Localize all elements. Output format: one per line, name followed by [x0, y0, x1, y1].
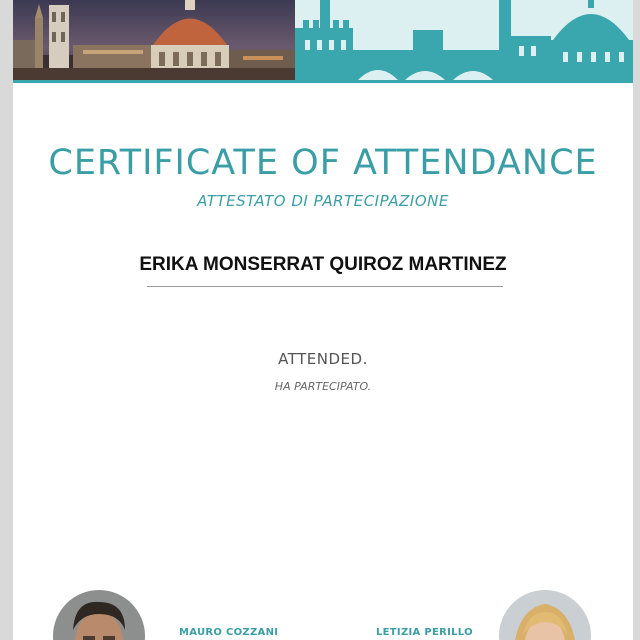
- recipient-name: ERIKA MONSERRAT QUIROZ MARTINEZ: [139, 254, 507, 275]
- banner-divider: [13, 80, 633, 83]
- attended-label: ATTENDED.: [278, 350, 368, 368]
- attended-label-italian: HA PARTECIPATO.: [274, 380, 372, 393]
- name-underline: [147, 286, 503, 287]
- florence-banner: [13, 0, 633, 80]
- certificate-title: CERTIFICATE OF ATTENDANCE: [48, 143, 598, 183]
- certificate-subtitle: ATTESTATO DI PARTECIPAZIONE: [197, 192, 449, 210]
- florence-skyline-image: [13, 0, 633, 80]
- signatory-photo-right: [499, 590, 591, 640]
- signatory-name-left: MAURO COZZANI: [179, 627, 279, 638]
- signatory-name-right: LETIZIA PERILLO: [376, 627, 473, 638]
- signatory-photo-left: [53, 590, 145, 640]
- certificate-page: [13, 0, 633, 640]
